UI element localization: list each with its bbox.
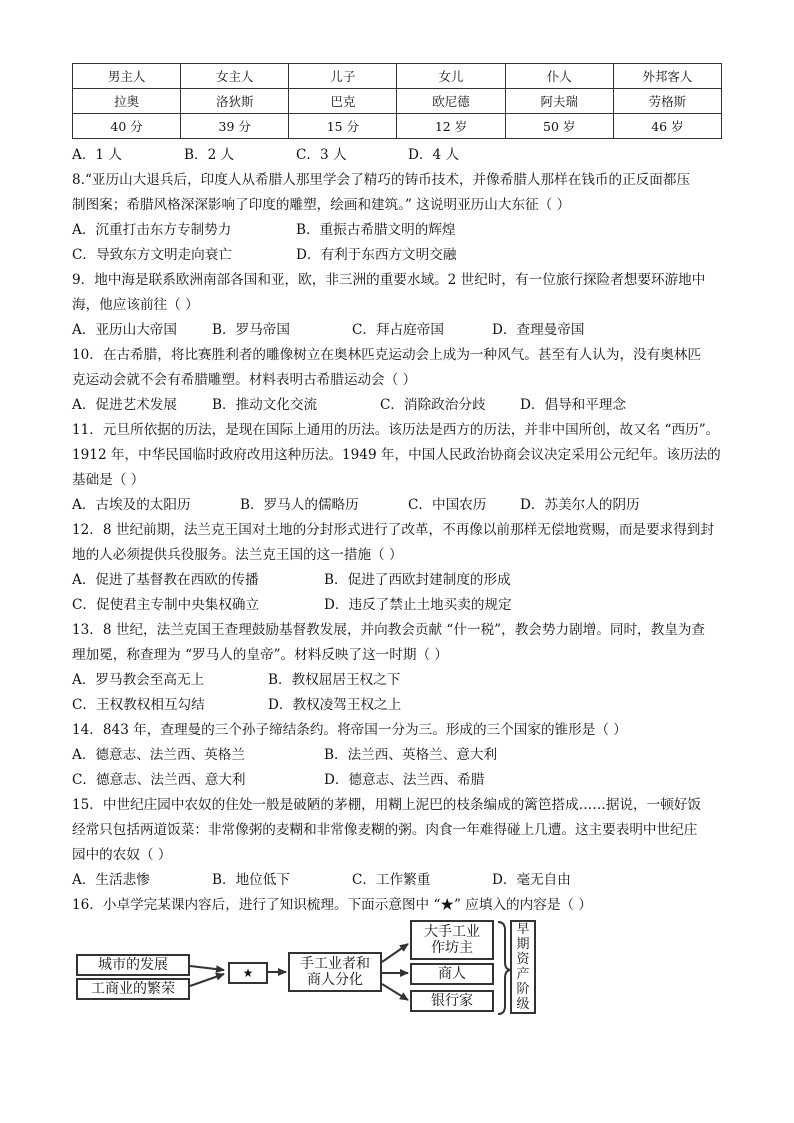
q11-stem-line2: 1912 年，中华民国临时政府改用这种历法。1949 年，中国人民政治协商会议决定采用公元纪年。该历法的 (72, 447, 721, 463)
q12-option-a: A．促进了基督教在西欧的传播 (72, 572, 259, 588)
q12-option-c: C．促使君主专制中央集权确立 (72, 597, 260, 613)
q14-option-b: B．法兰西、英格兰、意大利 (324, 747, 498, 763)
table-cell: 仆人 (505, 64, 613, 89)
q11-option-a: A．古埃及的太阳历 (72, 497, 191, 513)
bourgeoisie-char: 资 (516, 952, 530, 967)
q9-stem-line2: 海，他应该前往（ ） (72, 297, 199, 313)
table-cell: 50 岁 (505, 114, 613, 139)
q8-stem-line2: 制图案；希腊风格深深影响了印度的雕塑，绘画和建筑。” 这说明亚历山大东征（ ） (72, 197, 571, 213)
q9-option-a: A．亚历山大帝国 (72, 322, 177, 338)
bourgeoisie-char: 期 (516, 937, 530, 952)
q12-stem-line2: 地的人必须提供兵役服务。法兰克王国的这一措施（ ） (72, 547, 403, 563)
q15-option-b: B．地位低下 (212, 872, 290, 888)
table-cell: 欧尼德 (397, 89, 505, 114)
bourgeoisie-char: 级 (516, 997, 530, 1012)
box-bankers: 银行家 (410, 990, 494, 1012)
box-workshop-line2: 作坊主 (431, 940, 473, 956)
q7-option-a: A．1 人 (72, 147, 122, 163)
q9-option-d: D．查理曼帝国 (492, 322, 585, 338)
box-star-blank: ★ (228, 962, 268, 984)
arrow-middle-to-right1 (382, 944, 408, 962)
q8-option-b: B．重振古希腊文明的辉煌 (296, 222, 456, 238)
table-cell: 儿子 (289, 64, 397, 89)
box-craftsmen-merchants (288, 952, 382, 992)
box-early-bourgeoisie (510, 920, 536, 1014)
box-craftsmen-line2: 商人分化 (307, 972, 363, 988)
q7-option-d: D．4 人 (408, 147, 460, 163)
arrow-left2-to-star (190, 974, 224, 986)
q11-stem-line3: 基础是（ ） (72, 472, 145, 488)
q9-option-b: B．罗马帝国 (212, 322, 290, 338)
q13-stem-line2: 理加冕，称查理为 “罗马人的皇帝”。材料反映了这一时期（ ） (72, 647, 448, 663)
q13-option-d: D．教权凌驾王权之上 (268, 697, 402, 713)
table-cell: 劳格斯 (613, 89, 721, 114)
q8-option-a: A．沉重打击东方专制势力 (72, 222, 232, 238)
table-cell: 39 分 (181, 114, 289, 139)
box-craftsmen-line1: 手工业者和 (300, 956, 370, 972)
q15-stem-line1: 15．中世纪庄园中农奴的住处一般是破陋的茅棚，用糊上泥巴的枝条编成的篱笆搭成……据说，一顿好饭 (72, 797, 702, 813)
box-city-development: 城市的发展 (76, 954, 190, 976)
q7-option-c: C．3 人 (296, 147, 347, 163)
table-cell: 洛狄斯 (181, 89, 289, 114)
q14-option-a: A．德意志、法兰西、英格兰 (72, 747, 245, 763)
q11-option-d: D．苏美尔人的阴历 (520, 497, 640, 513)
box-workshop-line1: 大手工业 (424, 924, 480, 940)
box-workshop-owners (410, 920, 494, 960)
table-cell: 46 岁 (613, 114, 721, 139)
q9-option-c: C．拜占庭帝国 (352, 322, 444, 338)
arrow-middle-to-right3 (382, 984, 408, 1000)
q13-stem-line1: 13．8 世纪，法兰克国王查理鼓励基督教发展，并向教会贡献 “什一税”，教会势力剧增。同时，教皇为查 (72, 622, 706, 638)
q10-option-c: C．消除政治分歧 (380, 397, 486, 413)
table-cell: 阿夫瑞 (505, 89, 613, 114)
q13-option-c: C．王权教权相互勾结 (72, 697, 205, 713)
table-cell: 12 岁 (397, 114, 505, 139)
q7-option-b: B．2 人 (184, 147, 235, 163)
q15-stem-line3: 园中的农奴（ ） (72, 847, 172, 863)
q10-option-b: B．推动文化交流 (212, 397, 318, 413)
q11-stem-line1: 11．元旦所依据的历法，是现在国际上通用的历法。该历法是西方的历法，并非中国所创，故又名 “西历”。 (72, 422, 720, 438)
q12-option-b: B．促进了西欧封建制度的形成 (324, 572, 511, 588)
q13-option-a: A．罗马教会至高无上 (72, 672, 205, 688)
q15-option-c: C．工作繁重 (352, 872, 431, 888)
table-row (73, 114, 722, 139)
q16-stem-line1: 16．小卓学完某课内容后，进行了知识梳理。下面示意图中 “★” 应填入的内容是（ ） (72, 897, 592, 913)
q14-option-c: C．德意志、法兰西、意大利 (72, 772, 246, 788)
q10-option-d: D．倡导和平理念 (520, 397, 627, 413)
bourgeoisie-char: 阶 (516, 982, 530, 997)
table-cell: 女主人 (181, 64, 289, 89)
q10-stem-line1: 10．在古希腊，将比赛胜利者的雕像树立在奥林匹克运动会上成为一种风气。甚至有人认为，没有奥林匹 (72, 347, 702, 363)
arrow-left1-to-star (190, 966, 224, 970)
q13-option-b: B．教权屈居王权之下 (268, 672, 401, 688)
bourgeoisie-char: 早 (516, 922, 530, 937)
family-role-table (72, 63, 722, 139)
q8-option-d: D．有利于东西方文明交融 (296, 247, 457, 263)
table-cell: 女儿 (397, 64, 505, 89)
table-cell: 巴克 (289, 89, 397, 114)
table-row (73, 89, 722, 114)
q11-option-c: C．中国农历 (408, 497, 487, 513)
q10-stem-line2: 克运动会就不会有希腊雕塑。材料表明古希腊运动会（ ） (72, 372, 417, 388)
bourgeoisie-char: 产 (516, 967, 530, 982)
table-cell: 拉奥 (73, 89, 181, 114)
q14-stem-line1: 14．843 年，查理曼的三个孙子缔结条约。将帝国一分为三。形成的三个国家的锥形是（ ） (72, 722, 627, 738)
q12-stem-line1: 12．8 世纪前期，法兰克王国对土地的分封形式进行了改革，不再像以前那样无偿地赏赐，而是要求得到封 (72, 522, 714, 538)
q11-option-b: B．罗马人的儒略历 (240, 497, 359, 513)
q9-stem-line1: 9．地中海是联系欧洲南部各国和亚，欧，非三洲的重要水域。2 世纪时，有一位旅行探险者想要环游地中 (72, 272, 706, 288)
box-merchants: 商人 (410, 963, 494, 985)
q12-option-d: D．违反了禁止土地买卖的规定 (324, 597, 512, 613)
box-commerce-prosperity: 工商业的繁荣 (76, 978, 190, 1000)
q10-option-a: A．促进艺术发展 (72, 397, 177, 413)
table-cell: 外邦客人 (613, 64, 721, 89)
q15-stem-line2: 经常只包括两道饭菜：非常像粥的麦糊和非常像麦糊的粥。肉食一年难得碰上几遭。这主要表明中世纪庄 (72, 822, 698, 838)
q15-option-d: D．毫无自由 (492, 872, 571, 888)
q8-stem-line1: 8.“亚历山大退兵后，印度人从希腊人那里学会了精巧的铸币技术，并像希腊人那样在钱币的正反面都压 (72, 172, 691, 188)
table-row (73, 64, 722, 89)
q8-option-c: C．导致东方文明走向衰亡 (72, 247, 232, 263)
q14-option-d: D．德意志、法兰西、希腊 (324, 772, 485, 788)
table-cell: 男主人 (73, 64, 181, 89)
q15-option-a: A．生活悲惨 (72, 872, 150, 888)
table-cell: 15 分 (289, 114, 397, 139)
table-cell: 40 分 (73, 114, 181, 139)
